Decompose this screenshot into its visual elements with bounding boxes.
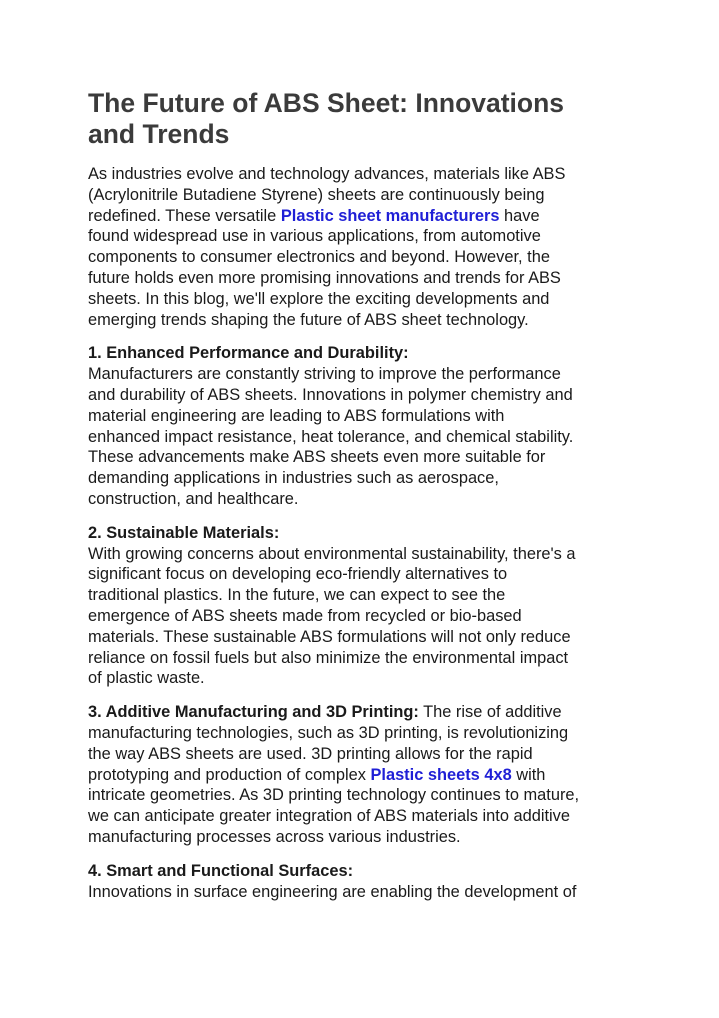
section-1-line: Manufacturers are constantly striving to improve the performance [88,365,561,384]
section-1-line: and durability of ABS sheets. Innovations in polymer chemistry and [88,385,573,404]
section-3-line: intricate geometries. As 3D printing technology continues to mature, [88,786,580,805]
section-3-line [88,702,648,723]
section-3-text: prototyping and production of complex [88,765,371,784]
section-3-line: the way ABS sheets are used. 3D printing allows for the rapid [88,744,533,763]
section-2-line: traditional plastics. In the future, we can expect to see the [88,586,506,605]
section-4-line: Innovations in surface engineering are enabling the development of [88,882,577,901]
section-3-heading: 3. Additive Manufacturing and 3D Printing: [88,703,419,722]
section-3-line: manufacturing technologies, such as 3D printing, is revolutionizing [88,723,569,742]
section-2-line: With growing concerns about environmental sustainability, there's a [88,544,576,563]
section-3-line [88,765,648,786]
section-3-line: manufacturing processes across various industries. [88,827,461,846]
section-2 [88,523,648,689]
title-line-1: The Future of ABS Sheet: Innovations [88,88,565,118]
section-4-heading: 4. Smart and Functional Surfaces: [88,861,354,880]
intro-text: redefined. These versatile [88,206,281,225]
intro-line [88,206,648,227]
intro-line: sheets. In this blog, we'll explore the exciting developments and [88,289,550,308]
section-1-line: demanding applications in industries such as aerospace, [88,469,499,488]
section-4 [88,861,648,903]
section-1 [88,343,648,509]
section-2-line: materials. These sustainable ABS formulations will not only reduce [88,627,571,646]
intro-paragraph [88,164,648,330]
intro-line: As industries evolve and technology advances, materials like ABS [88,165,566,183]
section-1-line: These advancements make ABS sheets even more suitable for [88,448,546,467]
section-3 [88,702,648,848]
section-3-line: we can anticipate greater integration of ABS materials into additive [88,807,570,826]
section-2-line: significant focus on developing eco-friendly alternatives to [88,565,508,584]
section-1-heading: 1. Enhanced Performance and Durability: [88,344,409,363]
intro-line: future holds even more promising innovations and trends for ABS [88,268,561,287]
section-2-line: emergence of ABS sheets made from recycled or bio-based [88,606,522,625]
intro-line: found widespread use in various applications, from automotive [88,227,541,246]
page-title [88,88,648,150]
section-2-heading: 2. Sustainable Materials: [88,523,280,542]
section-1-line: material engineering are leading to ABS formulations with [88,406,505,425]
plastic-sheet-manufacturers-link[interactable]: Plastic sheet manufacturers [280,206,500,225]
section-1-line: enhanced impact resistance, heat tolerance, and chemical stability. [88,427,574,446]
intro-line: (Acrylonitrile Butadiene Styrene) sheets are continuously being [88,185,545,204]
intro-text: have [499,206,540,225]
intro-line: emerging trends shaping the future of ABS sheet technology. [88,310,529,329]
section-3-text: with [511,765,546,784]
intro-line: components to consumer electronics and beyond. However, the [88,248,550,267]
document-page [88,88,648,915]
title-line-2: and Trends [88,119,230,149]
section-2-line: reliance on fossil fuels but also minimize the environmental impact [88,648,569,667]
section-2-line: of plastic waste. [88,669,205,688]
section-3-text: The rise of additive [418,703,562,722]
section-1-line: construction, and healthcare. [88,489,299,508]
plastic-sheets-4x8-link[interactable]: Plastic sheets 4x8 [370,765,512,784]
